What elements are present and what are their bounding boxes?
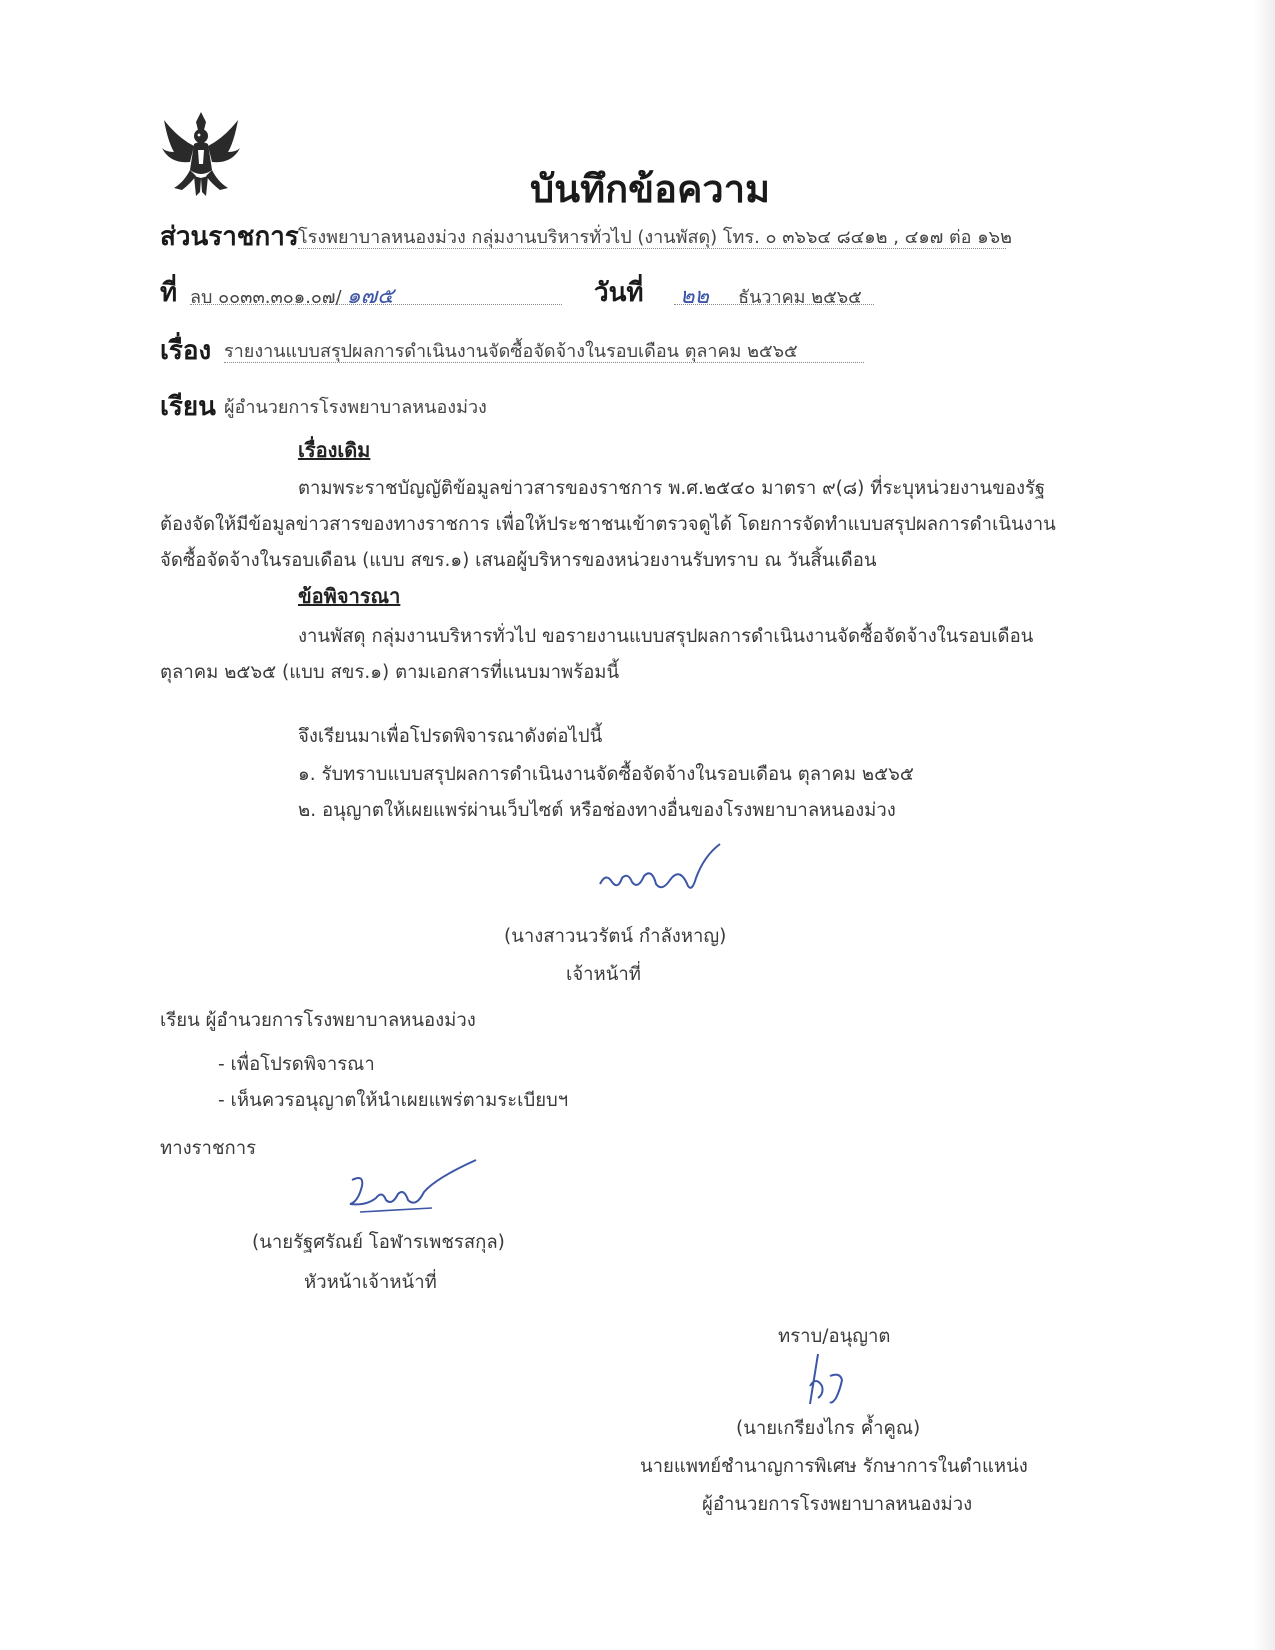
- endorsement-point-2: - เห็นควรอนุญาตให้นำเผยแพร่ตามระเบียบฯ: [218, 1090, 569, 1111]
- date-value: ธันวาคม ๒๕๖๕: [738, 287, 862, 308]
- agency-value: โรงพยาบาลหนองม่วง กลุ่มงานบริหารทั่วไป (งานพัสดุ) โทร. ๐ ๓๖๖๔ ๘๔๑๒ , ๔๑๗ ต่อ ๑๖๒: [298, 227, 1012, 248]
- endorsement-point-1: - เพื่อโปรดพิจารณา: [218, 1054, 375, 1075]
- signature-2-icon: [336, 1156, 486, 1222]
- subject-value: รายงานแบบสรุปผลการดำเนินงานจัดซื้อจัดจ้างในรอบเดือน ตุลาคม ๒๕๖๕: [224, 341, 798, 362]
- date-day-handwritten: ๒๒: [680, 284, 710, 309]
- agency-line: [298, 222, 1012, 249]
- signer-2-position: หัวหน้าเจ้าหน้าที่: [304, 1272, 437, 1293]
- approver-position-line-1: นายแพทย์ชำนาญการพิเศษ รักษาการในตำแหน่ง: [640, 1456, 1028, 1477]
- date-label: วันที่: [594, 278, 644, 308]
- request-item-2: ๒. อนุญาตให้เผยแพร่ผ่านเว็บไซต์ หรือช่องทางอื่นของโรงพยาบาลหนองม่วง: [298, 800, 896, 821]
- signature-3-icon: [796, 1346, 856, 1408]
- ref-value: ลบ ๐๐๓๓.๓๐๑.๐๗/: [190, 287, 342, 308]
- endorsement-to: เรียน ผู้อำนวยการโรงพยาบาลหนองม่วง: [160, 1010, 476, 1031]
- consideration-line-2: ตุลาคม ๒๕๖๕ (แบบ สขร.๑) ตามเอกสารที่แนบมาพร้อมนี้: [160, 662, 620, 683]
- background-heading: เรื่องเดิม: [298, 438, 371, 462]
- signer-1-name: (นางสาวนวรัตน์ กำลังหาญ): [504, 926, 727, 947]
- agency-label: ส่วนราชการ: [160, 222, 299, 252]
- garuda-emblem-icon: [160, 108, 242, 200]
- scan-edge-shadow: [1253, 0, 1275, 1650]
- subject-line: [224, 336, 864, 363]
- signature-1-icon: [592, 838, 728, 902]
- approver-name: (นายเกรียงไกร ค้ำคูณ): [736, 1418, 921, 1439]
- request-item-1: ๑. รับทราบแบบสรุปผลการดำเนินงานจัดซื้อจัดจ้างในรอบเดือน ตุลาคม ๒๕๖๕: [298, 764, 914, 785]
- consideration-line-1: งานพัสดุ กลุ่มงานบริหารทั่วไป ขอรายงานแบบสรุปผลการดำเนินงานจัดซื้อจัดจ้างในรอบเดือน: [298, 626, 1034, 647]
- to-label: เรียน: [160, 392, 216, 422]
- approver-position-line-2: ผู้อำนวยการโรงพยาบาลหนองม่วง: [702, 1494, 973, 1515]
- date-line: [674, 278, 874, 309]
- background-line-3: จัดซื้อจัดจ้างในรอบเดือน (แบบ สขร.๑) เสนอผู้บริหารของหน่วยงานรับทราบ ณ วันสิ้นเดือน: [160, 550, 877, 571]
- background-line-2: ต้องจัดให้มีข้อมูลข่าวสารของทางราชการ เพื่อให้ประชาชนเข้าตรวจดูได้ โดยการจัดทำแบบสรุปผลการดำเนินงาน: [160, 514, 1056, 535]
- consideration-heading: ข้อพิจารณา: [298, 584, 401, 608]
- endorsement-sign-off: ทางราชการ: [160, 1138, 257, 1159]
- signer-2-name: (นายรัฐศรัณย์ โอฬารเพชรสกุล): [252, 1232, 505, 1253]
- signer-1-position: เจ้าหน้าที่: [566, 964, 641, 985]
- to-value: ผู้อำนวยการโรงพยาบาลหนองม่วง: [224, 397, 487, 418]
- ref-label: ที่: [160, 278, 178, 308]
- ref-handwritten-number: ๑๗๕: [346, 284, 394, 309]
- closing-statement: จึงเรียนมาเพื่อโปรดพิจารณาดังต่อไปนี้: [298, 726, 603, 747]
- ref-line: [190, 278, 562, 309]
- subject-label: เรื่อง: [160, 336, 212, 366]
- background-line-1: ตามพระราชบัญญัติข้อมูลข่าวสารของราชการ พ.ศ.๒๕๔๐ มาตรา ๙(๘) ที่ระบุหน่วยงานของรัฐ: [298, 478, 1046, 499]
- document-title: บันทึกข้อความ: [530, 167, 771, 211]
- approval-note: ทราบ/อนุญาต: [778, 1326, 891, 1347]
